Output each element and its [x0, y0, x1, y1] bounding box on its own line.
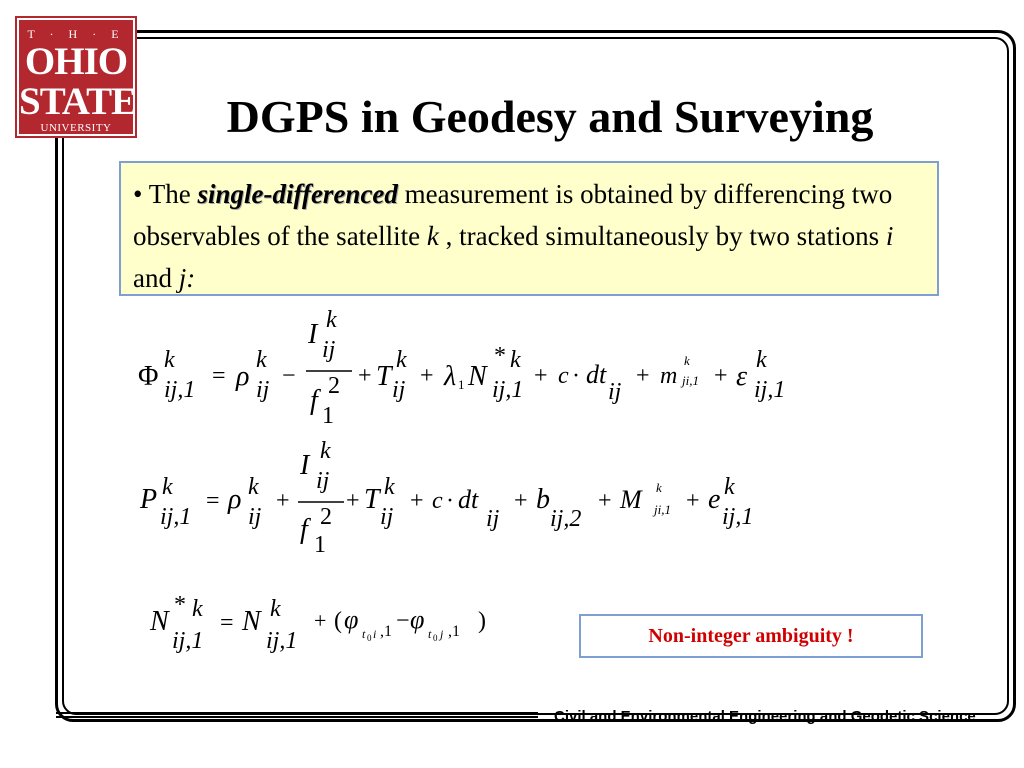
equation-pseudorange: [130, 438, 810, 563]
eq2-plus-1: +: [276, 488, 290, 514]
eq2-rho: ρ: [228, 484, 242, 515]
eq3-sub-ij1-left: ij,1: [172, 628, 204, 654]
eq1-eps: ε: [736, 361, 748, 392]
equation-phase-svg: [130, 305, 810, 430]
var-j: j:: [178, 263, 196, 293]
eq1-frac-f: f: [310, 385, 318, 416]
eq2-b-sub-ij2: ij,2: [550, 506, 582, 532]
eq3-phi1-sub-0: 0: [367, 633, 372, 643]
eq1-sub-ij1: ij,1: [164, 377, 196, 403]
note-text-mid2: , tracked simultaneously by two stations: [438, 221, 886, 251]
definition-box: [119, 161, 939, 296]
logo-ohio: OHIO: [24, 40, 128, 83]
eq1-T-sub-ij: ij: [392, 377, 406, 403]
eq2-dot: ·: [446, 488, 454, 514]
ohio-state-logo: [17, 18, 135, 136]
equation-phase: [130, 305, 810, 430]
eq2-rho-sup-k: k: [248, 474, 259, 500]
slide-title: DGPS in Geodesy and Surveying: [226, 91, 874, 142]
equation-ambiguity: [140, 588, 520, 663]
logo-the: T · H · E: [27, 27, 125, 41]
eq3-equals: =: [220, 610, 234, 636]
eq2-plus-4: +: [514, 488, 528, 514]
eq3-phi2-sub-comma1: ,1: [448, 623, 460, 640]
keyword-single-differenced: single-differenced: [197, 179, 398, 209]
footer-rule: [56, 712, 538, 718]
eq1-lambda: λ: [444, 361, 457, 392]
bullet: •: [133, 179, 143, 209]
eq2-frac-f: f: [300, 514, 308, 545]
eq2-plus-2: +: [346, 488, 360, 514]
eq3-phi2-sub-0: 0: [433, 633, 438, 643]
eq2-plus-6: +: [686, 488, 700, 514]
eq3-plus: +: [314, 608, 327, 633]
eq1-m: m: [660, 363, 678, 389]
eq3-phi2-sub-j: j: [440, 627, 444, 641]
eq2-dt-sub-ij: ij: [486, 506, 500, 532]
eq3-phi2-sub-t: t: [428, 627, 432, 641]
footer-department: Civil and Environmental Engineering and Geodetic Science: [554, 708, 976, 725]
eq1-phi: Φ: [138, 361, 159, 392]
non-integer-ambiguity-callout: Non-integer ambiguity !: [579, 614, 923, 658]
eq3-phi1-sub-t: t: [362, 627, 366, 641]
eq2-M: M: [620, 485, 642, 514]
eq1-rho-sup-k: k: [256, 347, 267, 373]
eq1-N: N: [468, 361, 487, 392]
eq2-T-sub-ij: ij: [380, 504, 394, 530]
eq1-frac-sup-k: k: [326, 307, 337, 333]
eq2-e-sub-ij1: ij,1: [722, 504, 754, 530]
eq3-N-right: N: [242, 606, 261, 637]
eq3-phi-2: φ: [410, 605, 425, 634]
eq3-sup-k-left: k: [192, 596, 203, 622]
note-text-mid1: measurement is obtained by differencing two observables of the satellite: [133, 179, 893, 251]
eq1-dt-sub-ij: ij: [608, 379, 622, 405]
eq2-e-sup-k: k: [724, 474, 735, 500]
eq2-equals: =: [206, 488, 220, 514]
note-text-and: and: [133, 263, 179, 293]
eq2-T: T: [364, 484, 380, 515]
eq2-plus-5: +: [598, 488, 612, 514]
eq1-frac-sub-1: 1: [322, 403, 334, 429]
eq3-lparen: (: [334, 608, 342, 634]
eq1-N-sub-ij1: ij,1: [492, 377, 524, 403]
equation-ambiguity-svg: [140, 588, 520, 663]
eq3-phi-1: φ: [344, 605, 359, 634]
eq1-plus-5: +: [714, 363, 728, 389]
eq2-frac-sub-1: 1: [314, 532, 326, 558]
eq1-dt: dt: [586, 360, 607, 389]
eq3-sup-k-right: k: [270, 596, 281, 622]
eq1-eps-sup-k: k: [756, 347, 767, 373]
logo-university: UNIVERSITY: [40, 122, 112, 134]
eq2-sub-ij1: ij,1: [160, 504, 192, 530]
eq1-c: c: [558, 363, 569, 389]
eq3-sub-ij1-right: ij,1: [266, 628, 298, 654]
eq3-N-left: N: [150, 606, 169, 637]
eq2-frac-sup-2: 2: [320, 504, 332, 530]
eq1-frac-I: I: [308, 319, 318, 350]
var-k: k: [426, 221, 439, 251]
eq2-e: e: [708, 484, 721, 515]
var-i: i: [885, 221, 894, 251]
eq1-m-sub-ji1: ji,1: [682, 373, 699, 388]
eq1-sup-k: k: [164, 347, 175, 373]
eq1-N-star: *: [494, 343, 506, 369]
eq1-dot: ·: [572, 363, 580, 389]
eq2-M-sup-k: k: [656, 480, 662, 495]
eq2-T-sup-k: k: [384, 474, 395, 500]
eq1-rho: ρ: [236, 361, 250, 392]
eq1-m-sup-k: k: [684, 353, 690, 368]
eq2-dt: dt: [458, 485, 479, 514]
eq1-frac-sub-ij: ij: [322, 337, 336, 363]
eq1-equals: =: [212, 363, 226, 389]
eq2-P: P: [140, 484, 158, 515]
eq1-frac-sup-2: 2: [328, 373, 340, 399]
eq3-phi1-sub-i: i: [373, 627, 377, 641]
eq2-frac-sub-ij: ij: [316, 468, 330, 494]
eq2-rho-sub-ij: ij: [248, 504, 262, 530]
eq1-minus: −: [282, 363, 296, 389]
eq2-plus-3: +: [410, 488, 424, 514]
equation-pseudorange-svg: [130, 438, 810, 563]
eq3-rparen: ): [478, 608, 486, 634]
eq1-plus-3: +: [534, 363, 548, 389]
eq1-T-sup-k: k: [396, 347, 407, 373]
eq3-star: *: [174, 592, 186, 618]
eq2-c: c: [432, 488, 443, 514]
eq1-plus-2: +: [420, 363, 434, 389]
eq1-eps-sub-ij1: ij,1: [754, 377, 786, 403]
note-text-pre: The: [142, 179, 198, 209]
eq1-T: T: [376, 361, 392, 392]
eq1-plus-4: +: [636, 363, 650, 389]
eq2-frac-sup-k: k: [320, 438, 331, 464]
eq1-N-sup-k: k: [510, 347, 521, 373]
eq2-frac-I: I: [300, 450, 310, 481]
eq1-plus-1: +: [358, 363, 372, 389]
eq1-lambda-sub-1: 1: [458, 377, 465, 392]
eq3-phi1-sub-comma1: ,1: [380, 623, 392, 640]
eq2-M-sub-ji1: ji,1: [654, 502, 671, 517]
eq2-b: b: [536, 484, 550, 515]
eq1-rho-sub-ij: ij: [256, 377, 270, 403]
eq3-minus: −: [396, 608, 410, 634]
eq2-sup-k: k: [162, 474, 173, 500]
logo-state: STATE: [19, 80, 137, 123]
